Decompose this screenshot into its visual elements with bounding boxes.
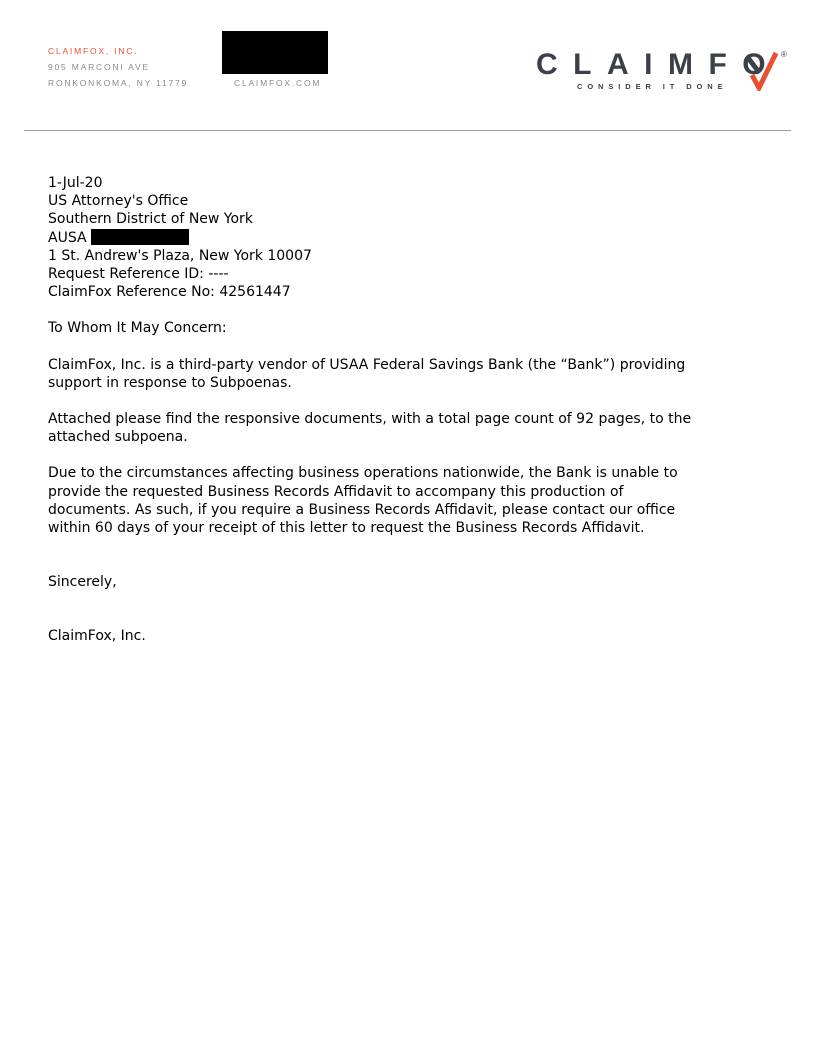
recipient-ausa-label: AUSA — [48, 229, 87, 246]
company-name: CLAIMFOX, INC. — [48, 46, 139, 56]
recipient-address: 1 St. Andrew's Plaza, New York 10007 — [48, 247, 312, 264]
letter-body — [48, 174, 708, 646]
logo-wordmark: CLAIMFO — [536, 48, 782, 81]
logo-tagline: CONSIDER IT DONE — [577, 82, 728, 91]
claimfox-logo — [536, 48, 792, 96]
signature: ClaimFox, Inc. — [48, 628, 146, 645]
salutation: To Whom It May Concern: — [48, 320, 227, 337]
company-street: 905 MARCONI AVE — [48, 62, 150, 72]
request-reference: Request Reference ID: ---- — [48, 266, 229, 283]
letter-date: 1-Jul-20 — [48, 175, 103, 191]
company-website: CLAIMFOX.COM — [234, 78, 322, 88]
ausa-name-redaction — [91, 229, 189, 245]
paragraph-affidavit-notice: Due to the circumstances affecting business operations nationwide, the Bank is unable to provide the requested Business Records Affidavit to accompany this production of documents. As such, if you require a Business Records Affidavit, please contact our office within 60 days of your receipt of this letter to request the Business Records Affidavit. — [48, 465, 678, 537]
claimfox-reference: ClaimFox Reference No: 42561447 — [48, 284, 291, 301]
recipient-district: Southern District of New York — [48, 211, 253, 228]
checkmark-x-icon — [745, 51, 779, 91]
company-city: RONKONKOMA, NY 11779 — [48, 78, 189, 88]
header-divider — [24, 130, 791, 131]
closing: Sincerely, — [48, 574, 117, 591]
recipient-ausa-line — [48, 229, 708, 247]
registered-mark: ® — [781, 50, 787, 59]
paragraph-attached-documents: Attached please find the responsive documents, with a total page count of 92 pages, to the attached subpoena. — [48, 411, 692, 446]
recipient-office: US Attorney's Office — [48, 193, 189, 210]
header-redaction-box — [222, 31, 328, 74]
paragraph-vendor-intro: ClaimFox, Inc. is a third-party vendor of USAA Federal Savings Bank (the “Bank”) providing support in response to Subpoenas. — [48, 356, 686, 391]
